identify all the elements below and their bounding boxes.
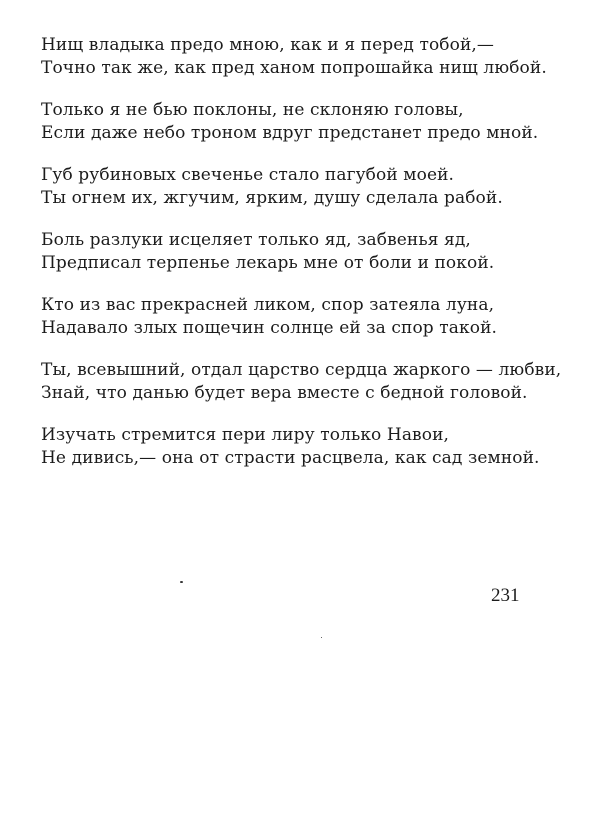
stanza-3: [41, 164, 561, 210]
poem-line: Ты огнем их, жгучим, ярким, душу сделала рабой.: [41, 188, 503, 208]
poem-line: Не дивись,— она от страсти расцвела, как сад земной.: [41, 448, 540, 468]
poem-line: Нищ владыка предо мною, как и я перед тобой,—: [41, 35, 495, 55]
poem-line: Губ рубиновых свеченье стало пагубой моей.: [41, 165, 455, 185]
poem-line: Только я не бью поклоны, не склоняю головы,: [41, 100, 464, 120]
stanza-2: [41, 99, 561, 145]
print-speck: [321, 637, 322, 638]
stanza-1: [41, 34, 561, 80]
poem-line: Если даже небо троном вдруг предстанет предо мной.: [41, 123, 539, 143]
poem-line: Изучать стремится пери лиру только Навои,: [41, 425, 449, 445]
stanza-7: [41, 424, 561, 470]
poem-line: Предписал терпенье лекарь мне от боли и покой.: [41, 253, 495, 273]
poem-line: Боль разлуки исцеляет только яд, забвенья яд,: [41, 230, 471, 250]
print-speck: [180, 581, 183, 583]
stanza-5: [41, 294, 561, 340]
poem-line: Знай, что данью будет вера вместе с бедной головой.: [41, 383, 528, 403]
stanza-4: [41, 229, 561, 275]
stanza-6: [41, 359, 561, 405]
page-number: 231: [491, 585, 520, 606]
poem-line: Кто из вас прекрасней ликом, спор затеяла луна,: [41, 295, 495, 315]
poem-line: Ты, всевышний, отдал царство сердца жаркого — любви,: [41, 360, 562, 380]
poem-line: Точно так же, как пред ханом попрошайка нищ любой.: [41, 58, 547, 78]
poem: [41, 34, 561, 489]
poem-line: Надавало злых пощечин солнце ей за спор такой.: [41, 318, 498, 338]
